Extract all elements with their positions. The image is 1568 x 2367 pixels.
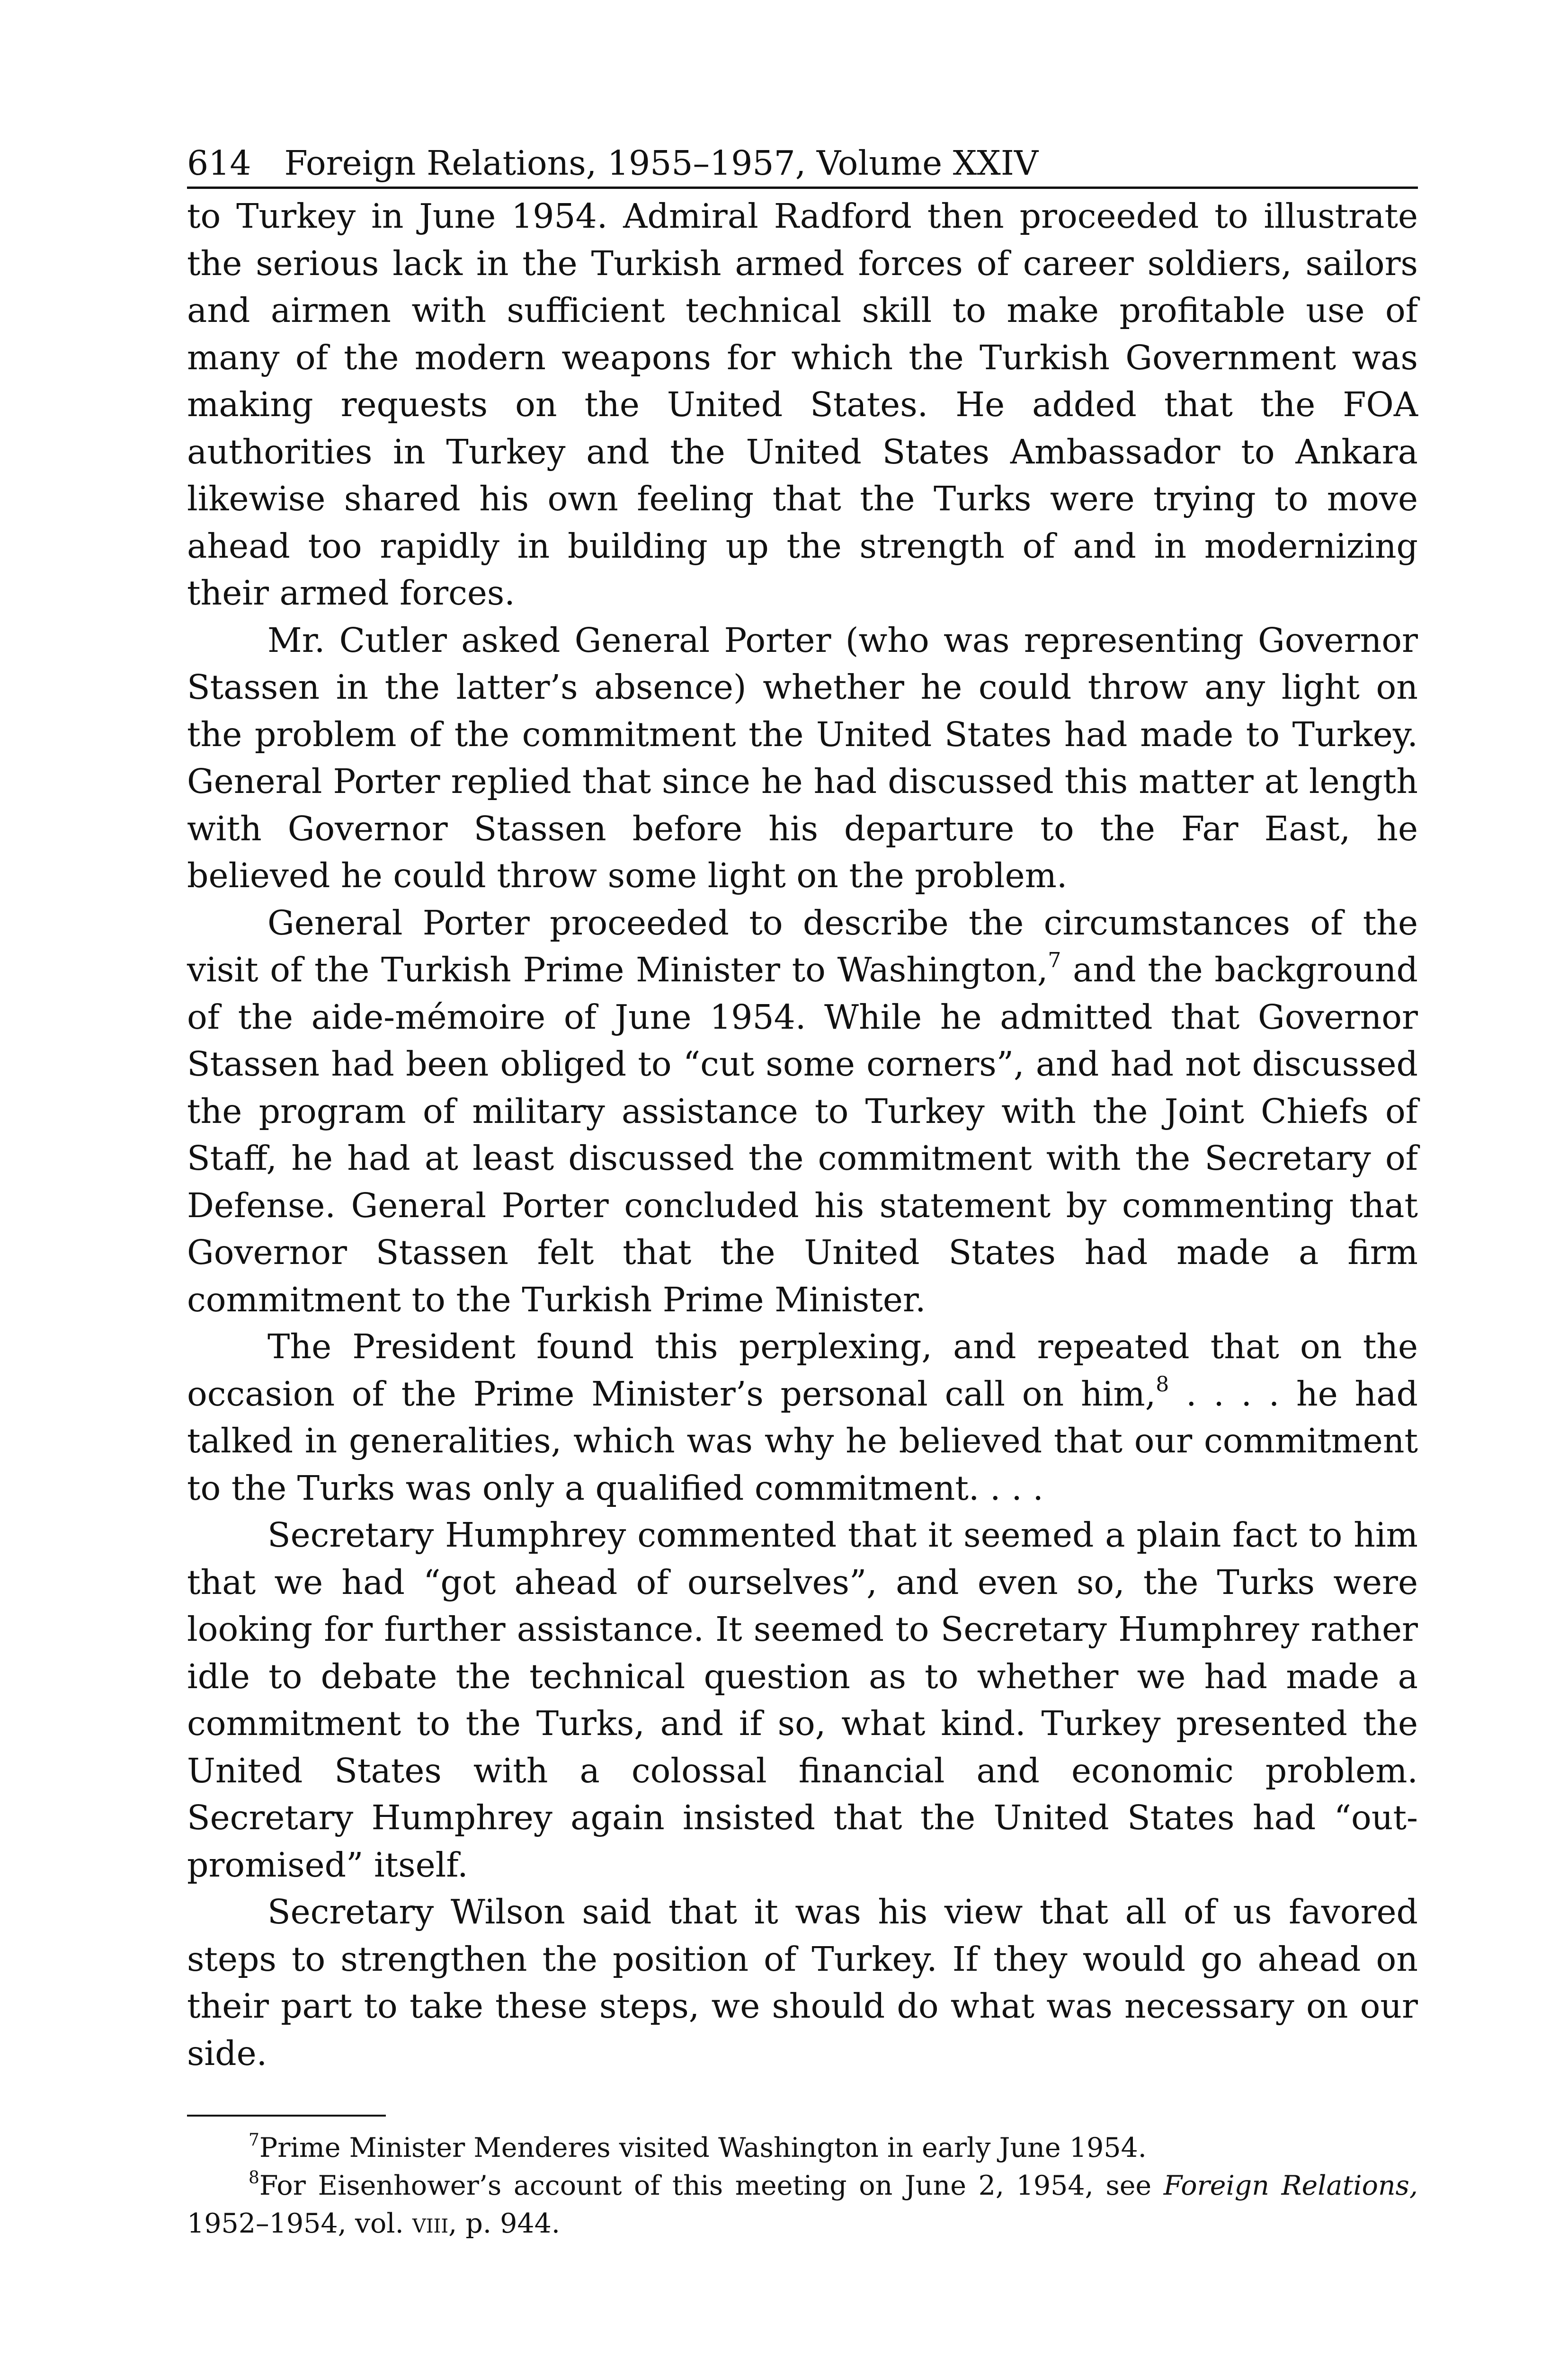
- paragraph-continued: to Turkey in June 1954. Admiral Radford then proceeded to illustrate the serious lack in the Turkish armed forces of career soldiers, sailors and airmen with sufficient technical skill to make profitable use of many of the modern weapons for which the Turkish Government was making requests on the United States. He added that the FOA authorities in Turkey and the United States Ambassador to Ankara likewise shared his own feeling that the Turks were trying to move ahead too rapidly in building up the strength of and in modernizing their armed forces.: [187, 196, 1418, 613]
- footnotes: [187, 2129, 1418, 2242]
- running-title: Foreign Relations, 1955–1957, Volume XXIV: [284, 143, 1039, 183]
- footnote-ref-7[interactable]: 7: [1048, 948, 1061, 972]
- paragraph-president: The President found this perplexing, and repeated that on the occasion of the Prime Minister’s personal call on him,$^8$ . . . . he had talked in generalities, which was why he believed that our commitment to the Turks was only a qualified commitment. . . .: [187, 1327, 1418, 1508]
- footnote-8: $^8$For Eisenhower’s account of this meeting on June 2, 1954, see Foreign Relations, 1952–1954, vol. viii, p. 944.: [187, 2168, 1418, 2239]
- footnote-divider: [187, 2115, 386, 2117]
- page-number: 614: [187, 143, 251, 183]
- paragraph-porter: General Porter proceeded to describe the circumstances of the visit of the Turkish Prime Minister to Washington,$^7$ and the background of the aide-mémoire of June 1954. While he admitted that Governor Stassen had been obliged to “cut some corners”, and had not discussed the program of military assistance to Turkey with the Joint Chiefs of Staff, he had at least discussed the commitment with the Secretary of Defense. General Porter concluded his statement by commenting that Governor Stassen felt that the United States had made a firm commitment to the Turkish Prime Minister.: [187, 903, 1418, 1319]
- footnote-ref-8[interactable]: 8: [1156, 1372, 1169, 1397]
- body-text: [187, 193, 1418, 2077]
- footnote-7: $^7$Prime Minister Menderes visited Washington in early June 1954.: [249, 2130, 1147, 2163]
- paragraph-wilson: Secretary Wilson said that it was his view that all of us favored steps to strengthen the position of Turkey. If they would go ahead on their part to take these steps, we should do what was necessary on our side.: [187, 1892, 1418, 2073]
- paragraph-cutler: Mr. Cutler asked General Porter (who was representing Governor Stassen in the latter’s absence) whether he could throw any light on the problem of the commitment the United States had made to Turkey. General Porter replied that since he had discussed this matter at length with Governor Stassen before his departure to the Far East, he believed he could throw some light on the problem.: [187, 620, 1418, 895]
- document-page: [187, 142, 1418, 2242]
- running-header: [187, 142, 1418, 189]
- paragraph-humphrey: Secretary Humphrey commented that it seemed a plain fact to him that we had “got ahead of ourselves”, and even so, the Turks were looking for further assistance. It seemed to Secretary Humphrey rather idle to debate the technical question as to whether we had made a commitment to the Turks, and if so, what kind. Turkey presented the United States with a colossal financial and economic problem. Secretary Humphrey again insisted that the United States had “out-promised” itself.: [187, 1515, 1418, 1885]
